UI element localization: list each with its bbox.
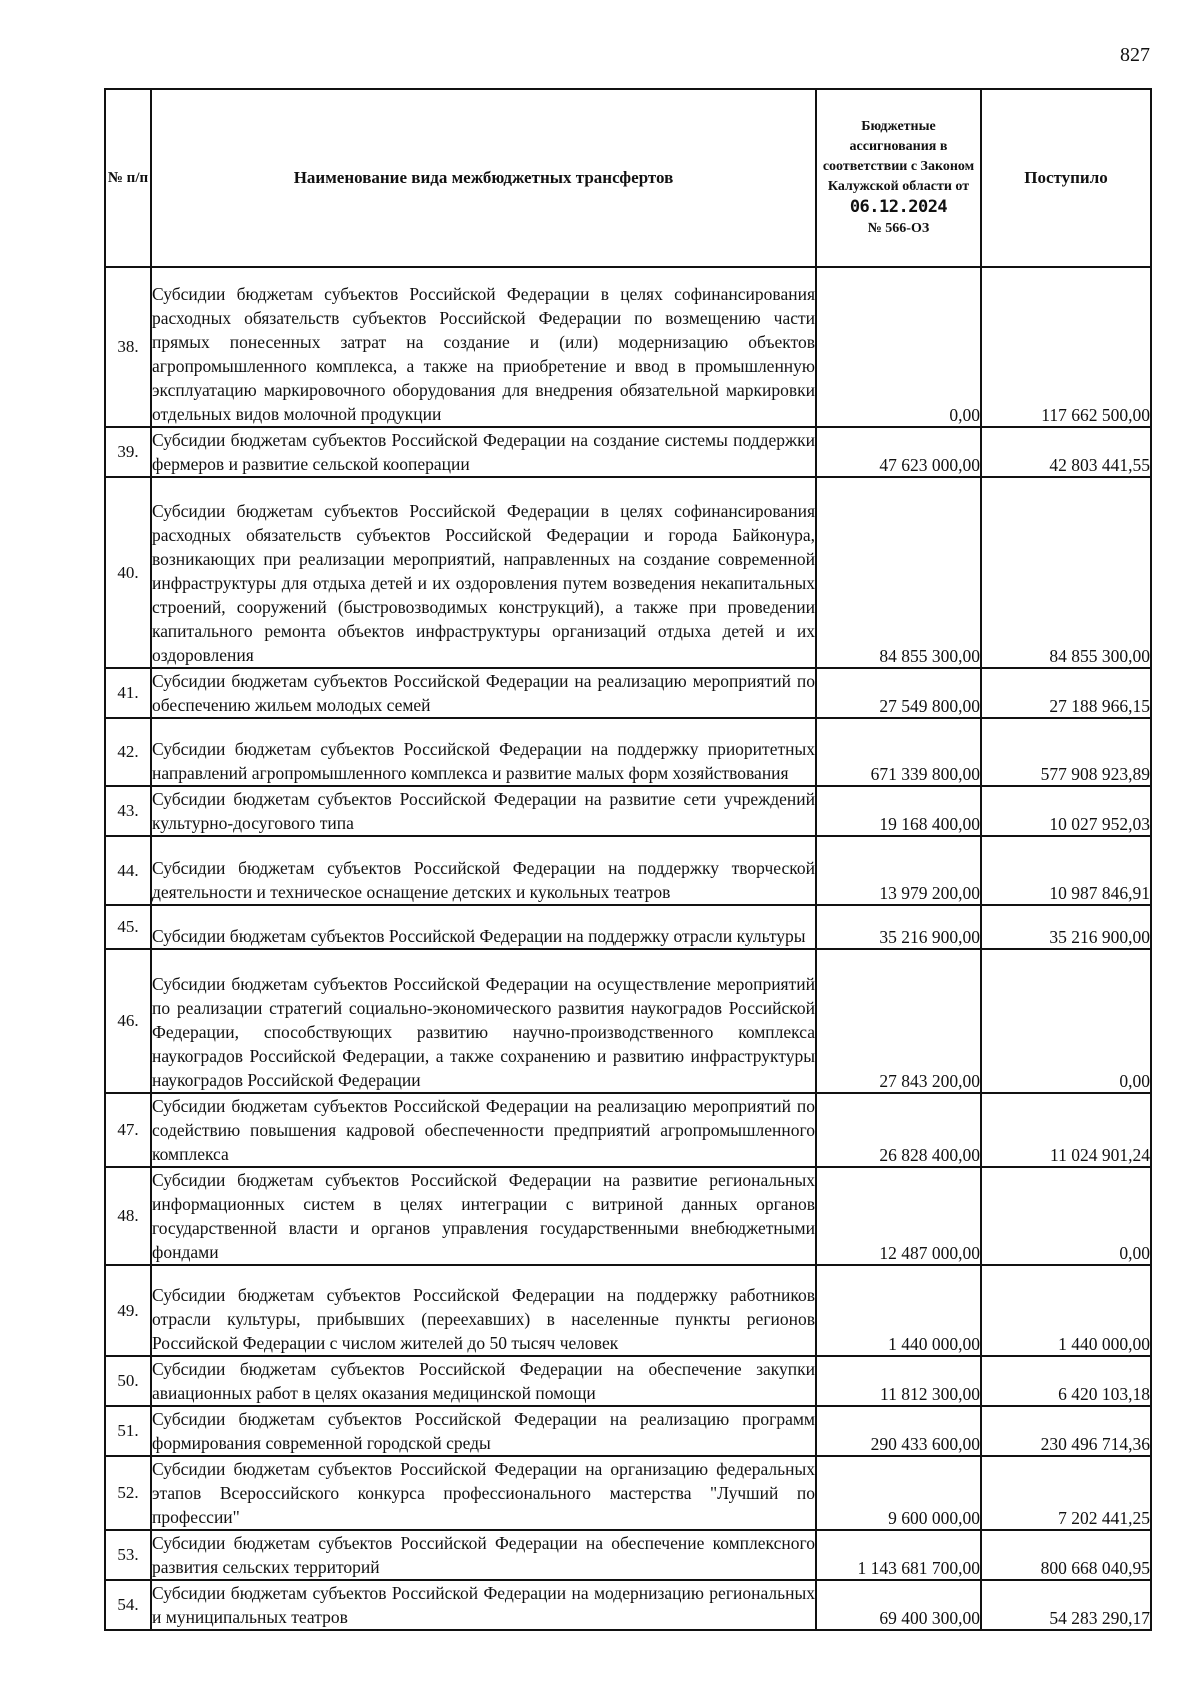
received-amount: 42 803 441,55 xyxy=(981,427,1151,477)
table-row xyxy=(105,1167,1151,1265)
table-row xyxy=(105,1456,1151,1530)
received-amount: 0,00 xyxy=(981,949,1151,1093)
table-row xyxy=(105,1356,1151,1406)
transfers-table xyxy=(104,88,1152,1631)
received-amount: 27 188 966,15 xyxy=(981,668,1151,718)
table-row xyxy=(105,786,1151,836)
budget-amount: 47 623 000,00 xyxy=(816,427,981,477)
budget-amount: 12 487 000,00 xyxy=(816,1167,981,1265)
table-row xyxy=(105,718,1151,786)
header-budget-caption: Бюджетные ассигнования в соответствии с Законом Калужской области от xyxy=(822,119,975,194)
received-amount: 54 283 290,17 xyxy=(981,1580,1151,1630)
table-header-row xyxy=(105,89,1151,267)
received-amount: 11 024 901,24 xyxy=(981,1093,1151,1167)
header-number: № п/п xyxy=(105,89,151,267)
transfer-name: Субсидии бюджетам субъектов Российской Федерации на создание системы поддержки фермеров и развитие сельской кооперации xyxy=(151,427,816,477)
page-number: 827 xyxy=(1120,44,1150,66)
row-number: 39. xyxy=(105,427,151,477)
row-number: 45. xyxy=(105,905,151,949)
table-row xyxy=(105,1580,1151,1630)
header-received: Поступило xyxy=(981,89,1151,267)
budget-amount: 19 168 400,00 xyxy=(816,786,981,836)
row-number: 40. xyxy=(105,477,151,668)
row-number: 42. xyxy=(105,718,151,786)
received-amount: 1 440 000,00 xyxy=(981,1265,1151,1356)
row-number: 43. xyxy=(105,786,151,836)
received-amount: 35 216 900,00 xyxy=(981,905,1151,949)
table-row xyxy=(105,1093,1151,1167)
row-number: 52. xyxy=(105,1456,151,1530)
table-row xyxy=(105,427,1151,477)
transfer-name: Субсидии бюджетам субъектов Российской Федерации на поддержку приоритетных направлений агропромышленного комплекса и развитие малых форм хозяйствования xyxy=(151,718,816,786)
budget-amount: 9 600 000,00 xyxy=(816,1456,981,1530)
row-number: 50. xyxy=(105,1356,151,1406)
table-row xyxy=(105,905,1151,949)
budget-amount: 0,00 xyxy=(816,267,981,427)
table-row xyxy=(105,477,1151,668)
transfer-name: Субсидии бюджетам субъектов Российской Федерации на модернизацию региональных и муниципальных театров xyxy=(151,1580,816,1630)
transfer-name: Субсидии бюджетам субъектов Российской Федерации на обеспечение комплексного развития сельских территорий xyxy=(151,1530,816,1580)
transfer-name: Субсидии бюджетам субъектов Российской Федерации на организацию федеральных этапов Всероссийского конкурса профессионального мастерства "Лучший по профессии" xyxy=(151,1456,816,1530)
received-amount: 6 420 103,18 xyxy=(981,1356,1151,1406)
budget-amount: 26 828 400,00 xyxy=(816,1093,981,1167)
row-number: 49. xyxy=(105,1265,151,1356)
budget-amount: 13 979 200,00 xyxy=(816,836,981,905)
header-law-number: № 566-ОЗ xyxy=(867,221,930,236)
budget-amount: 11 812 300,00 xyxy=(816,1356,981,1406)
row-number: 46. xyxy=(105,949,151,1093)
row-number: 41. xyxy=(105,668,151,718)
received-amount: 10 987 846,91 xyxy=(981,836,1151,905)
transfer-name: Субсидии бюджетам субъектов Российской Федерации на обеспечение закупки авиационных работ в целях оказания медицинской помощи xyxy=(151,1356,816,1406)
row-number: 48. xyxy=(105,1167,151,1265)
budget-amount: 84 855 300,00 xyxy=(816,477,981,668)
transfer-name: Субсидии бюджетам субъектов Российской Федерации на поддержку творческой деятельности и техническое оснащение детских и кукольных театров xyxy=(151,836,816,905)
transfer-name: Субсидии бюджетам субъектов Российской Федерации на осуществление мероприятий по реализации стратегий социально-экономического развития наукоградов Российской Федерации, способствующих развитию научно-производственного комплекса наукоградов Российской Федерации, а также сохранению и развитию инфраструктуры наукоградов Российской Федерации xyxy=(151,949,816,1093)
transfer-name: Субсидии бюджетам субъектов Российской Федерации в целях софинансирования расходных обязательств субъектов Российской Федерации и города Байконура, возникающих при реализации мероприятий, направленных на создание современной инфраструктуры для отдыха детей и их оздоровления путем возведения некапитальных строений, сооружений (быстровозводимых конструкций), а также при проведении капитального ремонта объектов инфраструктуры организаций отдыха детей и их оздоровления xyxy=(151,477,816,668)
row-number: 51. xyxy=(105,1406,151,1456)
transfer-name: Субсидии бюджетам субъектов Российской Федерации на поддержку работников отрасли культуры, прибывших (переехавших) в населенные пункты регионов Российской Федерации с числом жителей до 50 тысяч человек xyxy=(151,1265,816,1356)
received-amount: 0,00 xyxy=(981,1167,1151,1265)
table-row xyxy=(105,1265,1151,1356)
budget-amount: 290 433 600,00 xyxy=(816,1406,981,1456)
received-amount: 7 202 441,25 xyxy=(981,1456,1151,1530)
table-row xyxy=(105,668,1151,718)
table-row xyxy=(105,836,1151,905)
received-amount: 84 855 300,00 xyxy=(981,477,1151,668)
row-number: 44. xyxy=(105,836,151,905)
transfer-name: Субсидии бюджетам субъектов Российской Федерации в целях софинансирования расходных обязательств субъектов Российской Федерации по возмещению части прямых понесенных затрат на создание и (или) модернизацию объектов агропромышленного комплекса, а также на приобретение и ввод в промышленную эксплуатацию маркировочного оборудования для внедрения обязательной маркировки отдельных видов молочной продукции xyxy=(151,267,816,427)
row-number: 47. xyxy=(105,1093,151,1167)
table-row xyxy=(105,1406,1151,1456)
transfer-name: Субсидии бюджетам субъектов Российской Федерации на реализацию мероприятий по содействию повышения кадровой обеспеченности предприятий агропромышленного комплекса xyxy=(151,1093,816,1167)
row-number: 53. xyxy=(105,1530,151,1580)
header-law-date: 06.12.2024 xyxy=(849,197,948,217)
received-amount: 117 662 500,00 xyxy=(981,267,1151,427)
received-amount: 577 908 923,89 xyxy=(981,718,1151,786)
transfer-name: Субсидии бюджетам субъектов Российской Федерации на реализацию мероприятий по обеспечению жильем молодых семей xyxy=(151,668,816,718)
table-row xyxy=(105,1530,1151,1580)
row-number: 54. xyxy=(105,1580,151,1630)
received-amount: 10 027 952,03 xyxy=(981,786,1151,836)
budget-amount: 1 440 000,00 xyxy=(816,1265,981,1356)
transfer-name: Субсидии бюджетам субъектов Российской Федерации на развитие региональных информационных систем в целях интеграции с витриной данных органов государственной власти и органов управления государственными внебюджетными фондами xyxy=(151,1167,816,1265)
table-row xyxy=(105,949,1151,1093)
table-row xyxy=(105,267,1151,427)
header-budget-allocations xyxy=(816,89,981,267)
transfer-name: Субсидии бюджетам субъектов Российской Федерации на поддержку отрасли культуры xyxy=(151,905,816,949)
received-amount: 230 496 714,36 xyxy=(981,1406,1151,1456)
transfer-name: Субсидии бюджетам субъектов Российской Федерации на реализацию программ формирования современной городской среды xyxy=(151,1406,816,1456)
row-number: 38. xyxy=(105,267,151,427)
budget-amount: 671 339 800,00 xyxy=(816,718,981,786)
budget-amount: 27 549 800,00 xyxy=(816,668,981,718)
header-transfer-name: Наименование вида межбюджетных трансфертов xyxy=(151,89,816,267)
transfer-name: Субсидии бюджетам субъектов Российской Федерации на развитие сети учреждений культурно-досугового типа xyxy=(151,786,816,836)
budget-amount: 69 400 300,00 xyxy=(816,1580,981,1630)
budget-amount: 27 843 200,00 xyxy=(816,949,981,1093)
budget-amount: 1 143 681 700,00 xyxy=(816,1530,981,1580)
budget-amount: 35 216 900,00 xyxy=(816,905,981,949)
received-amount: 800 668 040,95 xyxy=(981,1530,1151,1580)
